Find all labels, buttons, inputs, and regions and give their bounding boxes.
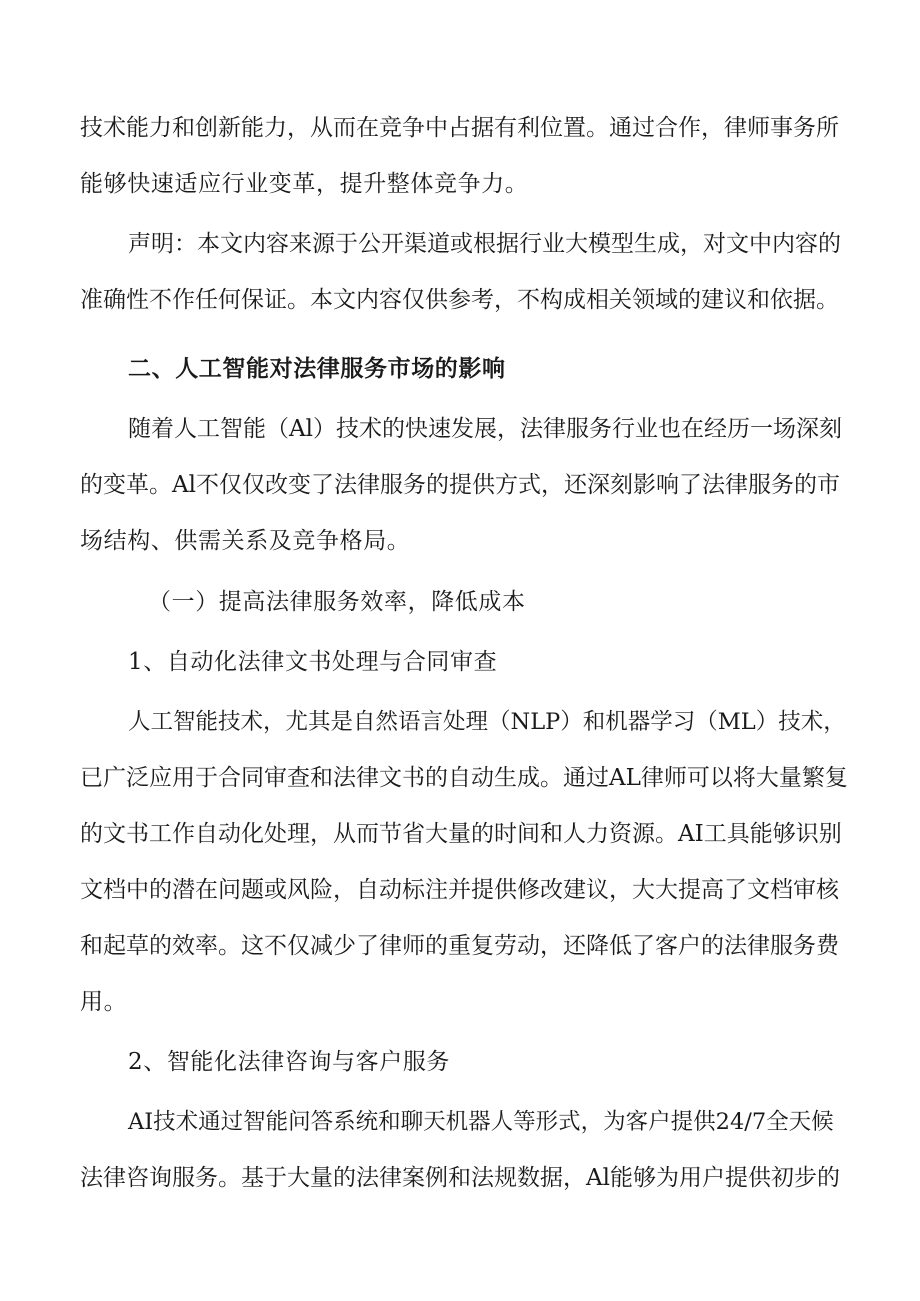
item-2-heading: 2、智能化法律咨询与客户服务 xyxy=(128,1049,451,1075)
item-1-paragraph-line-6: 用。 xyxy=(80,989,128,1015)
item-1-heading: 1、自动化法律文书处理与合同审查 xyxy=(128,649,498,675)
item-1-paragraph-line-3: 的文书工作自动化处理，从而节省大量的时间和人力资源。AI工具能够识别 xyxy=(80,821,842,847)
section-2-paragraph-line-2: 的变革。Al不仅仅改变了法律服务的提供方式，还深刻影响了法律服务的市 xyxy=(80,472,840,498)
disclaimer-line-1: 声明：本文内容来源于公开渠道或根据行业大模型生成，对文中内容的 xyxy=(128,231,841,257)
intro-paragraph-line-2: 能够快速适应行业变革，提升整体竞争力。 xyxy=(80,171,529,197)
item-1-paragraph-line-5: 和起草的效率。这不仅减少了律师的重复劳动，还降低了客户的法律服务费 xyxy=(80,933,839,959)
intro-paragraph-line-1: 技术能力和创新能力，从而在竞争中占据有利位置。通过合作，律师事务所 xyxy=(80,115,839,141)
item-2-paragraph-line-2: 法律咨询服务。基于大量的法律案例和法规数据，Al能够为用户提供初步的 xyxy=(80,1165,840,1191)
item-1-paragraph-line-2: 已广泛应用于合同审查和法律文书的自动生成。通过AL律师可以将大量繁复 xyxy=(80,765,848,791)
item-2-paragraph-line-1: AI技术通过智能问答系统和聊天机器人等形式，为客户提供24/7全天候 xyxy=(128,1109,834,1135)
section-2-heading: 二、人工智能对法律服务市场的影响 xyxy=(128,355,506,382)
disclaimer-line-2: 准确性不作任何保证。本文内容仅供参考，不构成相关领域的建议和依据。 xyxy=(80,287,839,313)
subsection-1-heading: （一）提高法律服务效率，降低成本 xyxy=(148,589,526,615)
section-2-paragraph-line-1: 随着人工智能（Al）技术的快速发展，法律服务行业也在经历一场深刻 xyxy=(128,416,842,442)
section-2-paragraph-line-3: 场结构、供需关系及竞争格局。 xyxy=(80,528,411,554)
item-1-paragraph-line-1: 人工智能技术，尤其是自然语言处理（NLP）和机器学习（ML）技术， xyxy=(128,709,846,735)
item-1-paragraph-line-4: 文档中的潜在问题或风险，自动标注并提供修改建议，大大提高了文档审核 xyxy=(80,877,839,903)
